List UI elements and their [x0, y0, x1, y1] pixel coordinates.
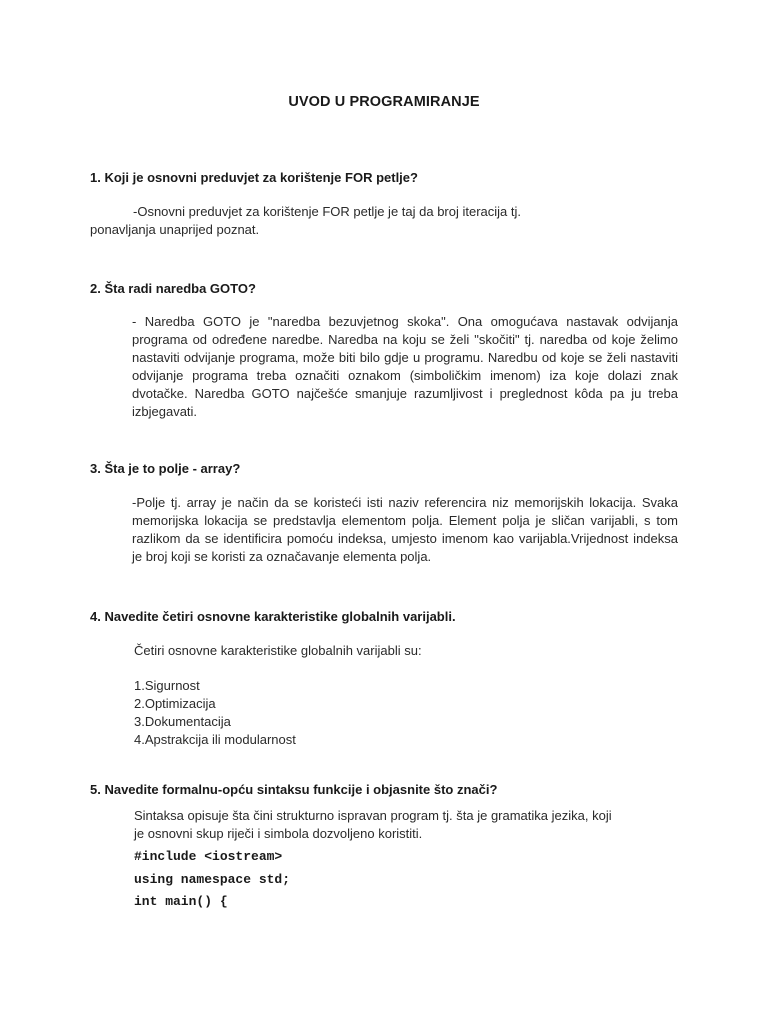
- question-5-answer-line-1: Sintaksa opisuje šta čini strukturno ispravan program tj. šta je gramatika jezika, koji: [134, 808, 612, 823]
- document-title: UVOD U PROGRAMIRANJE: [288, 94, 480, 110]
- question-3-heading: 3. Šta je to polje - array?: [90, 461, 241, 476]
- question-2-answer: - Naredba GOTO je "naredba bezuvjetnog skoka". Ona omogućava nastavak odvijanja programa od određene naredbe. Naredba na koju se želi "skočiti" tj. naredba od koje želimo nastaviti odvijanje programa, može biti bilo gdje u programu. Naredbu od koje se želi nastaviti odvijanje programa treba označiti oznakom (simboličkim imenom) iza koje dolazi znak dvotačke. Naredba GOTO najčešće smanjuje razumljivost i preglednost kôda pa ju treba izbjegavati.: [132, 314, 678, 419]
- question-1-heading: 1. Koji je osnovni preduvjet za korištenje FOR petlje?: [90, 170, 418, 185]
- list-item: 3.Dokumentacija: [134, 714, 231, 729]
- question-4-intro: Četiri osnovne karakteristike globalnih varijabli su:: [134, 643, 422, 658]
- question-5-answer-line-2: je osnovni skup riječi i simbola dozvoljeno koristiti.: [134, 826, 423, 841]
- code-line: using namespace std;: [134, 872, 291, 887]
- question-1-answer: -Osnovni preduvjet za korištenje FOR petlje je taj da broj iteracija tj. ponavljanja unaprijed poznat.: [90, 204, 522, 237]
- question-2-heading: 2. Šta radi naredba GOTO?: [90, 281, 256, 296]
- question-4-list: [134, 677, 534, 749]
- list-item: 2.Optimizacija: [134, 696, 216, 711]
- list-item: 4.Apstrakcija ili modularnost: [134, 732, 296, 747]
- code-line: int main() {: [134, 894, 228, 909]
- list-item: 1.Sigurnost: [134, 678, 200, 693]
- question-4-heading: 4. Navedite četiri osnovne karakteristike globalnih varijabli.: [90, 609, 456, 624]
- code-line: #include <iostream>: [134, 849, 283, 864]
- question-3-answer: -Polje tj. array je način da se koristeći isti naziv referencira niz memorijskih lokacija. Svaka memorijska lokacija se predstavlja elementom polja. Element polja je sličan varijabli, s tom razlikom da se identificira pomoću indeksa, umjesto imenom kao varijabla.Vrijednost indeksa je broj koji se koristi za označavanje elementa polja.: [132, 495, 678, 564]
- question-5-heading: 5. Navedite formalnu-opću sintaksu funkcije i objasnite što znači?: [90, 782, 498, 797]
